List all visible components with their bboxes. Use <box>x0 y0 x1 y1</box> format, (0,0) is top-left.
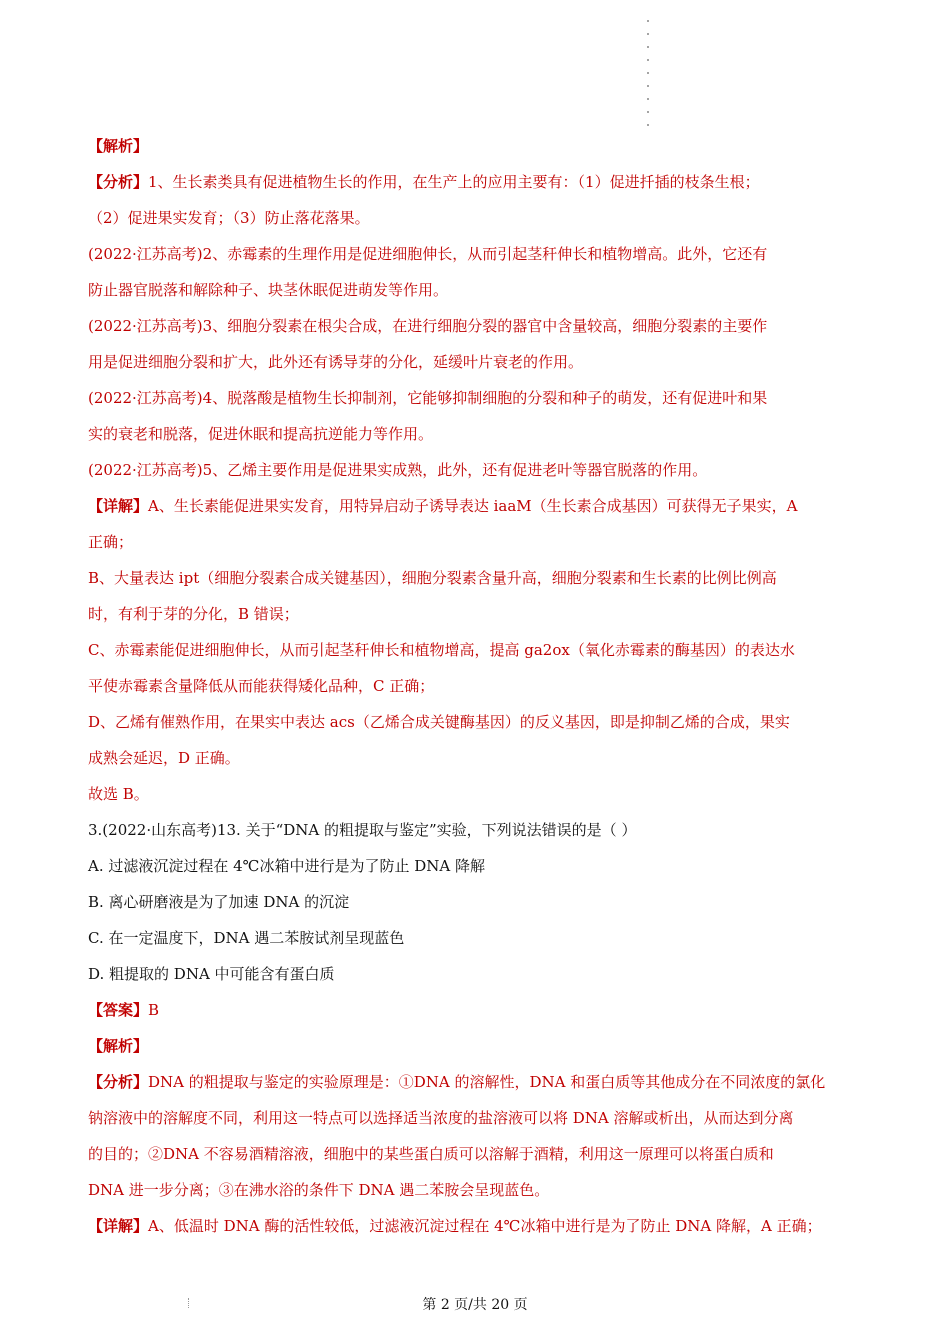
section-tag: 【解析】 <box>88 1037 149 1055</box>
text-line <box>88 1100 863 1136</box>
line-text: 3.(2022·山东高考)13. 关于“DNA 的粗提取与鉴定”实验，下列说法错误的是（ ） <box>88 821 637 839</box>
text-line <box>88 308 863 344</box>
line-text: 正确； <box>88 533 134 551</box>
text-line <box>88 1208 863 1244</box>
text-line <box>88 992 863 1028</box>
text-line <box>88 560 863 596</box>
line-text: C、赤霉素能促进细胞伸长，从而引起茎秆伸长和植物增高，提高 ga2ox（氧化赤霉素的酶基因）的表达水 <box>88 641 795 659</box>
line-text: 故选 B。 <box>88 785 149 803</box>
document-body <box>88 128 863 1244</box>
text-line <box>88 1136 863 1172</box>
line-text: DNA 的粗提取与鉴定的实验原理是：①DNA 的溶解性，DNA 和蛋白质等其他成分在不同浓度的氯化 <box>148 1073 826 1091</box>
text-line <box>88 632 863 668</box>
text-line <box>88 1064 863 1100</box>
dot-mark <box>647 98 649 100</box>
line-text: 的目的；②DNA 不容易酒精溶液，细胞中的某些蛋白质可以溶解于酒精，利用这一原理可以将蛋白质和 <box>88 1145 774 1163</box>
text-line <box>88 668 863 704</box>
line-text: 防止器官脱落和解除种子、块茎休眠促进萌发等作用。 <box>88 281 449 299</box>
text-line <box>88 812 863 848</box>
dot-mark <box>647 33 649 35</box>
text-line <box>88 272 863 308</box>
text-line <box>88 920 863 956</box>
line-text: A. 过滤液沉淀过程在 4℃冰箱中进行是为了防止 DNA 降解 <box>88 857 485 875</box>
section-tag: 【详解】 <box>88 497 149 515</box>
text-line <box>88 596 863 632</box>
line-text: 用是促进细胞分裂和扩大，此外还有诱导芽的分化，延缓叶片衰老的作用。 <box>88 353 584 371</box>
line-text: 平使赤霉素含量降低从而能获得矮化品种，C 正确； <box>88 677 435 695</box>
line-text: (2022·江苏高考)2、赤霉素的生理作用是促进细胞伸长，从而引起茎秆伸长和植物增高。此外，它还有 <box>88 245 768 263</box>
page-footer <box>0 1294 950 1314</box>
line-text: D. 粗提取的 DNA 中可能含有蛋白质 <box>88 965 335 983</box>
text-line <box>88 740 863 776</box>
text-line <box>88 200 863 236</box>
line-text: 钠溶液中的溶解度不同，利用这一特点可以选择适当浓度的盐溶液可以将 DNA 溶解或析出，从而达到分离 <box>88 1109 794 1127</box>
dot-mark <box>647 124 649 126</box>
dot-mark <box>647 46 649 48</box>
dot-mark <box>647 111 649 113</box>
text-line <box>88 452 863 488</box>
section-tag: 【分析】 <box>88 1073 149 1091</box>
text-line <box>88 164 863 200</box>
text-line <box>88 524 863 560</box>
line-text: 1、生长素类具有促进植物生长的作用，在生产上的应用主要有：（1）促进扦插的枝条生根； <box>148 173 760 191</box>
dot-mark <box>647 85 649 87</box>
text-line <box>88 380 863 416</box>
top-dot-marks <box>645 20 651 126</box>
line-text: DNA 进一步分离；③在沸水浴的条件下 DNA 遇二苯胺会呈现蓝色。 <box>88 1181 550 1199</box>
text-line <box>88 416 863 452</box>
dot-mark <box>647 20 649 22</box>
line-text: B. 离心研磨液是为了加速 DNA 的沉淀 <box>88 893 350 911</box>
text-line <box>88 704 863 740</box>
text-line <box>88 128 863 164</box>
line-text: D、乙烯有催熟作用，在果实中表达 acs（乙烯合成关键酶基因）的反义基因，即是抑制乙烯的合成，果实 <box>88 713 790 731</box>
line-text: B <box>148 1001 160 1019</box>
line-text: (2022·江苏高考)4、脱落酸是植物生长抑制剂，它能够抑制细胞的分裂和种子的萌发，还有促进叶和果 <box>88 389 768 407</box>
text-line <box>88 776 863 812</box>
line-text: （2）促进果实发育；（3）防止落花落果。 <box>88 209 370 227</box>
text-line <box>88 1172 863 1208</box>
line-text: (2022·江苏高考)3、细胞分裂素在根尖合成，在进行细胞分裂的器官中含量较高，细胞分裂素的主要作 <box>88 317 768 335</box>
text-line <box>88 236 863 272</box>
section-tag: 【解析】 <box>88 137 149 155</box>
line-text: 实的衰老和脱落，促进休眠和提高抗逆能力等作用。 <box>88 425 434 443</box>
section-tag: 【详解】 <box>88 1217 149 1235</box>
page-number: 第 2 页/共 20 页 <box>422 1297 528 1313</box>
text-line <box>88 488 863 524</box>
dot-mark <box>647 72 649 74</box>
dot-mark <box>647 59 649 61</box>
line-text: 成熟会延迟，D 正确。 <box>88 749 240 767</box>
line-text: C. 在一定温度下，DNA 遇二苯胺试剂呈现蓝色 <box>88 929 405 947</box>
line-text: (2022·江苏高考)5、乙烯主要作用是促进果实成熟，此外，还有促进老叶等器官脱落的作用。 <box>88 461 708 479</box>
text-line <box>88 884 863 920</box>
text-line <box>88 1028 863 1064</box>
line-text: A、低温时 DNA 酶的活性较低，过滤液沉淀过程在 4℃冰箱中进行是为了防止 DNA 降解，A 正确； <box>148 1217 822 1235</box>
text-line <box>88 956 863 992</box>
line-text: B、大量表达 ipt（细胞分裂素合成关键基因），细胞分裂素含量升高，细胞分裂素和生长素的比例比例高 <box>88 569 777 587</box>
line-text: A、生长素能促进果实发育，用特异启动子诱导表达 iaaM（生长素合成基因）可获得无子果实，A <box>148 497 798 515</box>
line-text: 时，有利于芽的分化，B 错误； <box>88 605 299 623</box>
text-line <box>88 344 863 380</box>
section-tag: 【答案】 <box>88 1001 149 1019</box>
text-line <box>88 848 863 884</box>
section-tag: 【分析】 <box>88 173 149 191</box>
